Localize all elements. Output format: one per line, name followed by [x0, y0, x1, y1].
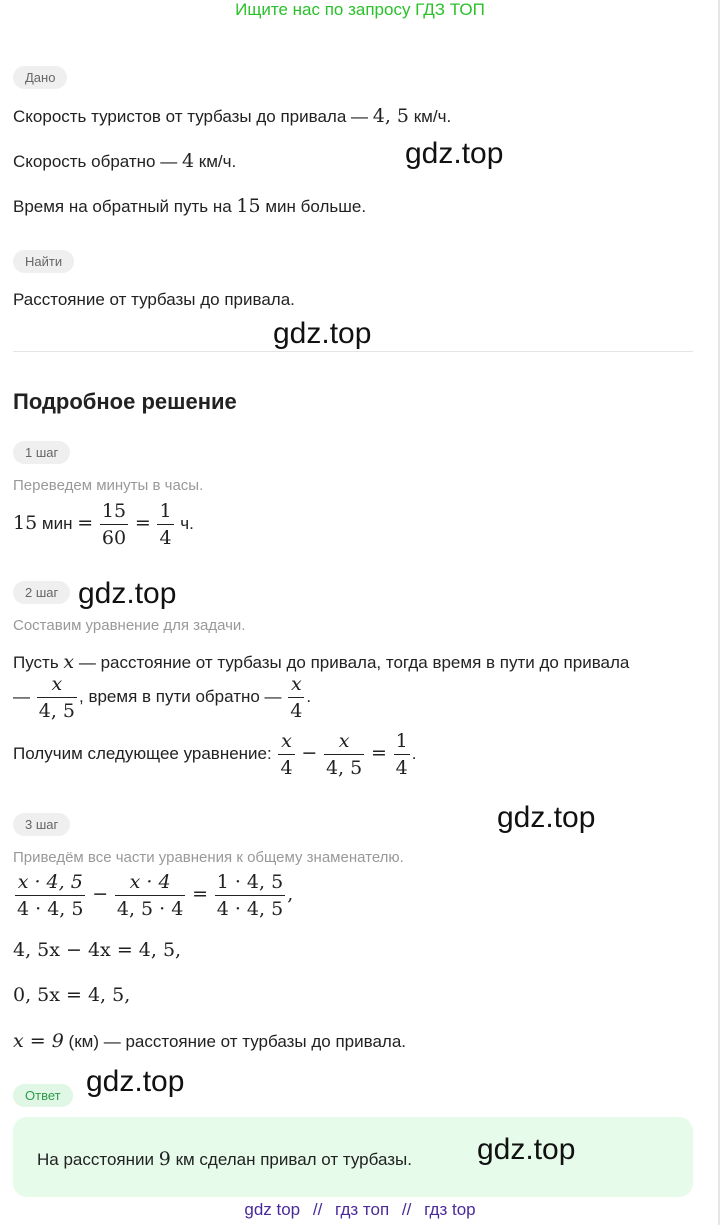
dash: — [13, 686, 30, 706]
fraction-1x45-over-4x45 [215, 871, 285, 920]
given-label: Дано [13, 66, 67, 89]
watermark: gdz.top [78, 577, 177, 610]
fraction-1-4 [157, 500, 173, 549]
period: . [411, 743, 417, 763]
fraction-denominator: 4 [394, 754, 410, 779]
fraction-denominator: 4 [288, 697, 304, 722]
given-line-3-pre: Время на обратный путь на [13, 197, 232, 216]
footer-links [0, 1200, 720, 1220]
step-2-line-1 [13, 651, 629, 673]
watermark: gdz.top [86, 1065, 185, 1098]
fraction-denominator: 60 [100, 524, 128, 549]
given-line-2-text: Скорость обратно — [13, 152, 178, 171]
fraction-denominator: 4, 5 [37, 697, 77, 722]
given-line-3-value: 15 [236, 195, 261, 217]
find-label: Найти [13, 250, 74, 273]
step-2-line-2 [13, 673, 311, 722]
variable-x: x [63, 651, 75, 673]
watermark: gdz.top [273, 317, 372, 350]
step-3-hint: Приведём все части уравнения к общему знаменателю. [13, 849, 404, 866]
fraction-denominator: 4, 5 · 4 [115, 895, 185, 920]
step-3-line-4 [13, 1030, 406, 1052]
fraction-numerator: x · 4 [129, 871, 171, 893]
watermark: gdz.top [477, 1133, 576, 1166]
answer-section [13, 1084, 73, 1107]
find-text: Расстояние от турбазы до привала. [13, 290, 295, 309]
footer-link-gdz-top-mixed[interactable]: гдз top [424, 1200, 476, 1219]
fraction-numerator: x [290, 673, 302, 695]
fraction-15-60 [100, 500, 128, 549]
fraction-numerator: 15 [101, 500, 127, 522]
fraction-denominator: 4, 5 [324, 754, 364, 779]
step-3-result-text: (км) — расстояние от турбазы до привала. [68, 1032, 406, 1051]
given-line-1 [13, 105, 451, 127]
step-1-hint: Переведем минуты в часы. [13, 477, 204, 494]
footer-link-gdz-top-ru[interactable]: гдз топ [335, 1200, 390, 1219]
step-2-hint: Составим уравнение для задачи. [13, 617, 246, 634]
given-section [13, 66, 67, 89]
watermark: gdz.top [405, 137, 504, 170]
step-3 [13, 813, 70, 836]
fraction-denominator: 4 [278, 754, 294, 779]
solution-title: Подробное решение [13, 389, 237, 414]
step-1 [13, 441, 70, 464]
fraction-numerator: 1 [395, 730, 408, 752]
given-line-3 [13, 195, 366, 217]
answer-text [37, 1148, 412, 1170]
step-1-equation [13, 500, 194, 549]
fraction-x-4 [288, 673, 304, 722]
promo-banner: Ищите нас по запросу ГДЗ ТОП [235, 0, 485, 19]
step-1-lhs: 15 [13, 511, 38, 534]
footer-link-gdz-top[interactable]: gdz top [244, 1200, 301, 1219]
fraction-x4-over-45x4 [115, 871, 185, 920]
fraction-x45-over-4x45 [15, 871, 85, 920]
fraction-numerator: 1 [159, 500, 172, 522]
fraction-numerator: x [51, 673, 63, 695]
equals-sign: = [134, 511, 151, 534]
given-line-2-unit: км/ч. [198, 152, 237, 171]
given-line-3-post: мин больше. [265, 197, 367, 216]
minus-sign: − [301, 741, 318, 764]
fraction-x-4-5 [37, 673, 77, 722]
answer-label: Ответ [13, 1084, 73, 1107]
fraction-numerator: 1 · 4, 5 [216, 871, 284, 893]
divider [13, 351, 693, 352]
step-3-line-1 [13, 871, 293, 920]
given-line-1-unit: км/ч. [413, 107, 452, 126]
given-line-2-value: 4 [181, 150, 195, 172]
step-2-line-3 [13, 730, 416, 779]
step-3-line-2: 4, 5x − 4x = 4, 5, [13, 939, 182, 961]
step-3-label: 3 шаг [13, 813, 70, 836]
step-3-line-3: 0, 5x = 4, 5, [13, 984, 131, 1006]
fraction-numerator: x [338, 730, 350, 752]
step-2-line-1-text: — расстояние от турбазы до привала, тогда время в пути до привала [78, 653, 630, 672]
step-1-label: 1 шаг [13, 441, 70, 464]
fraction-1-4 [394, 730, 410, 779]
given-line-2 [13, 150, 236, 172]
fraction-x-4-5 [324, 730, 364, 779]
comma: , [287, 882, 294, 905]
find-section [13, 250, 74, 273]
equals-sign: = [192, 882, 208, 905]
minus-sign: − [92, 882, 109, 905]
answer-pre: На расстоянии [37, 1150, 154, 1169]
step-1-unit: ч. [180, 513, 194, 533]
period: . [306, 686, 312, 706]
given-line-1-text: Скорость туристов от турбазы до привала — [13, 107, 368, 126]
answer-value: 9 [158, 1148, 171, 1170]
step-2-line-2-text: , время в пути обратно — [79, 686, 282, 706]
footer-separator: // [401, 1200, 412, 1219]
step-2-line-3-text: Получим следующее уравнение: [13, 743, 272, 763]
equals-sign: = [370, 741, 387, 764]
footer-separator: // [312, 1200, 323, 1219]
fraction-x-4 [278, 730, 294, 779]
fraction-denominator: 4 · 4, 5 [215, 895, 285, 920]
fraction-denominator: 4 [157, 524, 173, 549]
step-2-label: 2 шаг [13, 581, 70, 604]
fraction-numerator: x · 4, 5 [17, 871, 83, 893]
given-line-1-value: 4, 5 [372, 105, 409, 127]
fraction-denominator: 4 · 4, 5 [15, 895, 85, 920]
answer-post: км сделан привал от турбазы. [175, 1150, 412, 1169]
step-2-let: Пусть [13, 653, 59, 672]
step-1-lhs-unit: мин [41, 513, 73, 533]
step-2 [13, 581, 70, 604]
step-3-result: x = 9 [13, 1030, 64, 1052]
watermark: gdz.top [497, 801, 596, 834]
fraction-numerator: x [281, 730, 292, 752]
equals-sign: = [77, 511, 94, 534]
